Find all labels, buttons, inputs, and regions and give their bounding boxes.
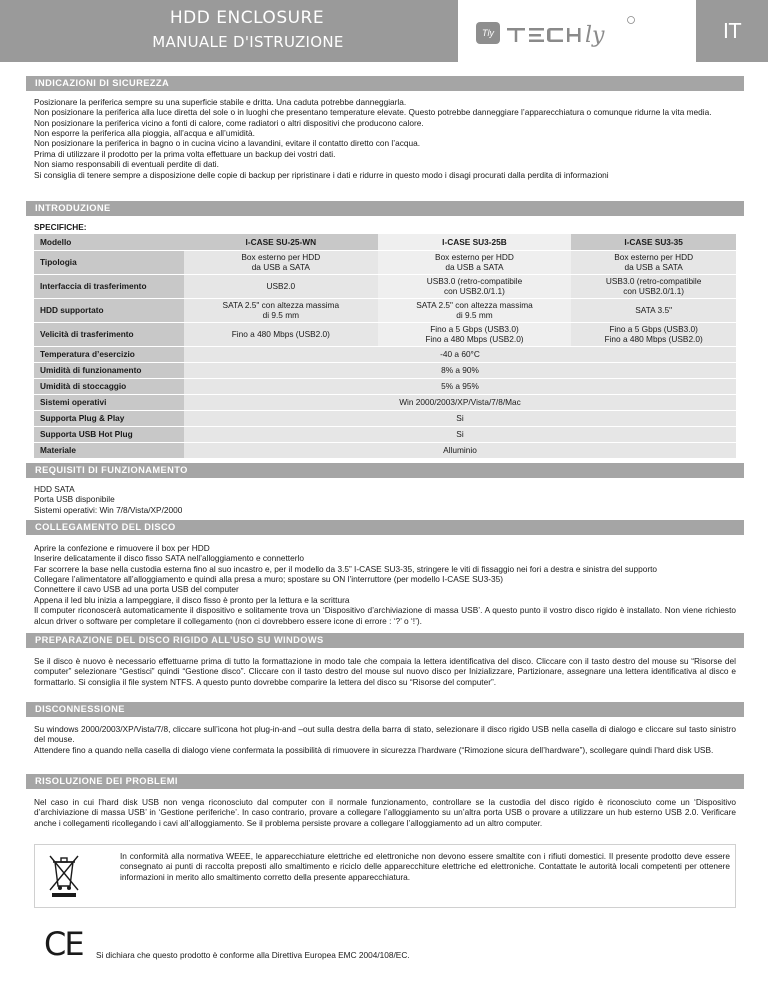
connection-line: Appena il led blu inizia a lampeggiare, il disco fisso è pronto per la lettura e la scrittura xyxy=(34,594,350,605)
connection-text xyxy=(34,543,736,626)
spec-common-value: 5% a 95% xyxy=(184,378,736,394)
spec-cell: SATA 3.5" xyxy=(571,298,736,322)
disconnection-line: Attendere fino a quando nella casella di dialogo viene confermata la possibilità di rimuovere in sicurezza l’hardware (“Rimozione sicura dell’hardware”), scollegare quindi l’hard disk USB. xyxy=(34,744,714,755)
spec-common-value: Win 2000/2003/XP/Vista/7/8/Mac xyxy=(184,394,736,410)
spec-row-label: Supporta Plug & Play xyxy=(34,410,184,426)
connection-line: Inserire delicatamente il disco fisso SATA nell’alloggiamento e connetterlo xyxy=(34,553,304,564)
spec-cell: USB2.0 xyxy=(184,274,378,298)
spec-cell: Box esterno per HDD da USB a SATA xyxy=(378,250,572,274)
section-title-safety: INDICAZIONI DI SICUREZZA xyxy=(26,76,744,91)
spec-header-cell: Modello xyxy=(34,234,184,250)
safety-line: Prima di utilizzare il prodotto per la prima volta effettuare un backup dei vostri dati. xyxy=(34,148,336,159)
section-title-disconnection: DISCONNESSIONE xyxy=(26,702,744,717)
spec-header-cell: I-CASE SU-25-WN xyxy=(184,234,378,250)
safety-text xyxy=(34,97,736,180)
section-title-requirements: REQUISITI DI FUNZIONAMENTO xyxy=(26,463,744,478)
spec-row-label: Supporta USB Hot Plug xyxy=(34,426,184,442)
safety-line: Non posizionare la periferica alla luce diretta del sole o in luoghi che presentano temperature elevate. Questo potrebbe danneggiare l’apparecchiatura o comunque ridurne la vita media. xyxy=(34,107,712,118)
spec-common-value: Si xyxy=(184,410,736,426)
spec-row-label: Temperatura d’esercizio xyxy=(34,346,184,362)
safety-line: Si consiglia di tenere sempre a disposizione delle copie di backup per ripristinare i dati e ridurre in questo modo i disagi procurati dalla perdita di informazioni xyxy=(34,169,609,180)
spec-header-row xyxy=(34,234,736,250)
document-title: HDD ENCLOSURE xyxy=(169,8,325,28)
weee-crossed-bin-icon xyxy=(48,852,80,898)
section-title-troubleshooting: RISOLUZIONE DEI PROBLEMI xyxy=(26,774,744,789)
section-title-intro: INTRODUZIONE xyxy=(26,201,744,216)
spec-header-cell: I-CASE SU3-35 xyxy=(571,234,736,250)
safety-line: Posizionare la periferica sempre su una superficie stabile e dritta. Una caduta potrebbe danneggiarla. xyxy=(34,97,407,107)
spec-common-row xyxy=(34,362,736,378)
troubleshooting-text xyxy=(34,797,736,828)
spec-common-value: Si xyxy=(184,426,736,442)
spec-header-cell: I-CASE SU3-25B xyxy=(378,234,572,250)
requirement-line: Porta USB disponibile xyxy=(34,494,115,505)
section-title-preparation: PREPARAZIONE DEL DISCO RIGIDO ALL’USO SU WINDOWS xyxy=(26,633,744,648)
spec-common-value: -40 a 60°C xyxy=(184,346,736,362)
document-subtitle: MANUALE D'ISTRUZIONE xyxy=(152,33,344,51)
preparation-paragraph: Se il disco è nuovo è necessario effettuarne prima di tutto la formattazione in modo tale che compaia la lettera identificativa del disco. Cliccare con il tasto destro del mouse su “Risorse del computer” selezionare “Gestisci” quindi “Gestione disco”. Cliccare con il tasto destro del mouse sul nuovo disco per Inizializzare, Partizionare, assegnare una lettera identificativa al disco e formattarlo. Si consiglia il file system NTFS. A questo punto dovrebbe comparire la lettera del disco su “Risorse del computer”. xyxy=(34,656,736,687)
spec-common-value: 8% a 90% xyxy=(184,362,736,378)
disconnection-text xyxy=(34,724,736,755)
spec-common-row xyxy=(34,346,736,362)
ce-mark-logo: CE xyxy=(44,925,83,963)
ce-declaration-text: Si dichiara che questo prodotto è conforme alla Direttiva Europea EMC 2004/108/EC. xyxy=(96,950,410,960)
brand-logo-icon: Tly xyxy=(476,22,500,44)
troubleshooting-paragraph: Nel caso in cui l’hard disk USB non venga riconosciuto dal computer con il normale funzionamento, controllare se la custodia del disco rigido è riconosciuto come un ‘Dispositivo d’archiviazione di massa USB’ in ‘Gestione periferiche’. In caso contrario, provare a collegare l’alloggiamento su un’altra porta USB o provare a utilizzare un hub esterno USB 2.0. Verificare anche i collegamenti ricollegando i cavi all’alloggiamento. Se il problema persiste provare a collegare l’alloggiamento ad un altro computer. xyxy=(34,797,736,828)
spec-row-label: Sistemi operativi xyxy=(34,394,184,410)
techly-wordmark-logo xyxy=(505,12,675,52)
weee-notice-text: In conformità alla normativa WEEE, le apparecchiature elettriche ed elettroniche non devono essere smaltite con i rifiuti domestici. Il presente prodotto deve essere consegnato ai punti di raccolta preposti allo smaltimento e riciclo delle apparecchiture elettriche ed elettroniche. Contattate le autorità locali competenti per ottenere informazioni in merito allo smaltimento corretto della presente apparecchiatura. xyxy=(120,851,730,882)
spec-table xyxy=(34,234,736,459)
preparation-text xyxy=(34,656,736,687)
safety-line: Non posizionare la periferica in bagno o in cucina vicino a lavandini, evitare il contatto diretto con l’acqua. xyxy=(34,138,421,149)
spec-row-label: Velicità di trasferimento xyxy=(34,322,184,346)
spec-label: SPECIFICHE: xyxy=(34,222,87,232)
spec-row xyxy=(34,322,736,346)
disconnection-line: Su windows 2000/2003/XP/Vista/7/8, cliccare sull’icona hot plug-in-and –out sulla destra della barra di stato, selezionare il disco rigido USB nella casella di dialogo e cliccare sul tasto sinistro del mouse. xyxy=(34,724,736,745)
connection-line: Aprire la confezione e rimuovere il box per HDD xyxy=(34,543,210,553)
connection-line: Il computer riconoscerà automaticamente il dispositivo e solitamente trova un ‘Dispositivo d’archiviazione di massa USB’. A questo punto il vostro disco rigido è installato. Non viene richiesto alcun driver o software per completare il collegamento (non ci dovrebbero essere icone di errore : ‘?’ o ‘!’). xyxy=(34,605,736,626)
spec-cell: Fino a 5 Gbps (USB3.0) Fino a 480 Mbps (USB2.0) xyxy=(378,322,572,346)
spec-row-label: Materiale xyxy=(34,442,184,458)
safety-line: Non siamo responsabili di eventuali perdite di dati. xyxy=(34,159,219,170)
spec-cell: SATA 2.5" con altezza massima di 9.5 mm xyxy=(378,298,572,322)
spec-cell: SATA 2.5" con altezza massima di 9.5 mm xyxy=(184,298,378,322)
spec-cell: Fino a 480 Mbps (USB2.0) xyxy=(184,322,378,346)
spec-common-row xyxy=(34,378,736,394)
section-title-connection: COLLEGAMENTO DEL DISCO xyxy=(26,520,744,535)
spec-row xyxy=(34,274,736,298)
spec-common-row xyxy=(34,442,736,458)
spec-row-label: Umidità di stoccaggio xyxy=(34,378,184,394)
spec-common-value: Alluminio xyxy=(184,442,736,458)
spec-row xyxy=(34,298,736,322)
spec-cell: USB3.0 (retro-compatibile con USB2.0/1.1) xyxy=(571,274,736,298)
connection-line: Collegare l’alimentatore all’alloggiamento e quindi alla presa a muro; spostare su ON l’interruttore (per modello I-CASE SU3-35) xyxy=(34,574,503,585)
spec-cell: Box esterno per HDD da USB a SATA xyxy=(571,250,736,274)
svg-text:ly: ly xyxy=(585,23,605,48)
spec-common-row xyxy=(34,426,736,442)
spec-common-row xyxy=(34,394,736,410)
spec-row-label: Interfaccia di trasferimento xyxy=(34,274,184,298)
spec-row-label: Umidità di funzionamento xyxy=(34,362,184,378)
spec-common-row xyxy=(34,410,736,426)
requirements-text xyxy=(34,484,736,515)
spec-row-label: HDD supportato xyxy=(34,298,184,322)
requirement-line: HDD SATA xyxy=(34,484,75,494)
safety-line: Non esporre la periferica alla pioggia, all’acqua e all’umidità. xyxy=(34,128,255,139)
spec-row xyxy=(34,250,736,274)
language-code: IT xyxy=(722,19,742,43)
requirement-line: Sistemi operativi: Win 7/8/Vista/XP/2000 xyxy=(34,504,183,515)
spec-cell: Box esterno per HDD da USB a SATA xyxy=(184,250,378,274)
connection-line: Far scorrere la base nella custodia esterna fino al suo incastro e, per il modello da 3.5” I-CASE SU3-35, stringere le viti di fissaggio nei fori a destra e sinistra del supporto xyxy=(34,563,658,574)
language-tab xyxy=(692,0,768,62)
spec-cell: USB3.0 (retro-compatibile con USB2.0/1.1) xyxy=(378,274,572,298)
safety-line: Non posizionare la periferica vicino a fonti di calore, come radiatori o altri dispositivi che producono calore. xyxy=(34,117,424,128)
connection-line: Connettere il cavo USB ad una porta USB del computer xyxy=(34,584,239,595)
spec-cell: Fino a 5 Gbps (USB3.0) Fino a 480 Mbps (USB2.0) xyxy=(571,322,736,346)
spec-row-label: Tipologia xyxy=(34,250,184,274)
